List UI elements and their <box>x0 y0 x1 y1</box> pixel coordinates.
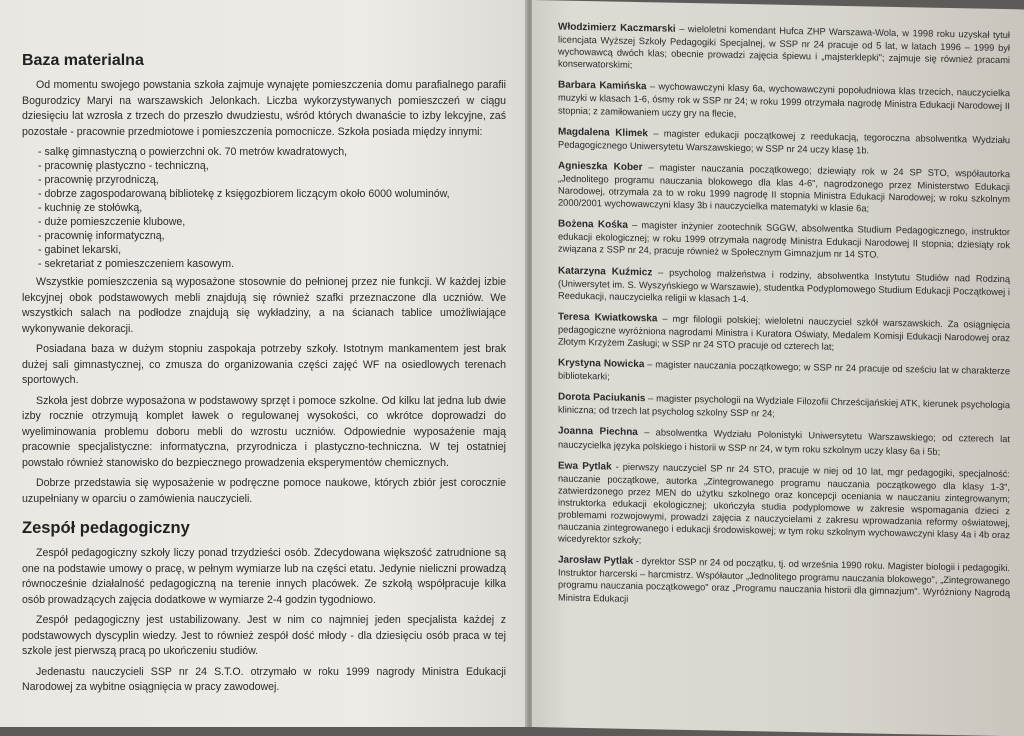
teacher-bio <box>558 79 1010 125</box>
teacher-name: Joanna Piechna <box>558 425 638 439</box>
teacher-name: Teresa Kwiatkowska <box>558 311 658 325</box>
teacher-description: – absolwentka Wydziału Polonistyki Uniwersytetu Warszawskiego; od czterech lat nauczycielka języka polskiego i historii w SSP nr 24, w tym roku szkolnym uczy klasy 6a i 5b; <box>558 427 1010 457</box>
teacher-bio <box>558 425 1010 459</box>
teacher-description: – mgr filologii polskiej; wieloletni nauczyciel szkół warszawskich. Za osiągnięcia pedagogiczne wyróżniona nagrodami Ministra i Kuratora Oświaty, Medalem Komisji Edukacji Narodowej oraz Złotym Krzyżem Zasługi; w SSP nr 24 STO pracuje od czterech lat; <box>558 313 1010 352</box>
teacher-bio <box>558 391 1010 425</box>
teacher-description: – magister edukacji początkowej z reedukacją, tegoroczna absolwentka Wydziału Pedagogicznego Uniwersytetu Warszawskiego; w SSP nr 24 uczy klasę 1b. <box>558 127 1010 156</box>
teacher-name: Włodzimierz Kaczmarski <box>558 21 676 35</box>
teacher-description: – wieloletni komendant Hufca ZHP Warszawa-Wola, w 1998 roku uzyskał tytuł licencjata Wyższej Szkoły Pedagogiki Specjalnej, w SSP nr 24 pracuje od 5 lat, w latach 1996 – 1999 był wychowawcą dwóch klas; obecnie prowadzi zajęcia śpiewu i „majsterklepki"; zajmuje się również pracami konserwatorskimi; <box>558 23 1010 71</box>
teacher-name: Bożena Kośka <box>558 218 628 232</box>
paragraph: Dobrze przedstawia się wyposażenie w podręczne pomoce naukowe, których zbiór jest corocznie uzupełniany w oparciu o zamówienia nauczycieli. <box>22 477 506 505</box>
list-item: - salkę gimnastyczną o powierzchni ok. 70 metrów kwadratowych, <box>38 145 506 159</box>
teacher-bio <box>558 20 1010 78</box>
list-item: - pracownię przyrodniczą, <box>38 173 506 187</box>
facilities-list <box>22 145 506 271</box>
teacher-description: – psycholog małżeństwa i rodziny, absolwentka Instytutu Studiów nad Rodziną (Uniwersytet im. S. Wyszyńskiego w Warszawie), studentka Podyplomowego Studium Edukacji Początkowej i Reedukacji, nauczycielka religii w klasach 1-4. <box>558 266 1011 304</box>
teacher-bio <box>558 159 1010 217</box>
teacher-bio <box>558 310 1010 356</box>
teacher-description: – magister inżynier zootechnik SGGW, absolwentka Studium Pedagogicznego, instruktor edukacji ekologicznej; w roku 1999 otrzymała nagrodę Ministra Edukacji Narodowej II stopnia; dziesiąty rok związana z SSP nr 24, pracuje również w Społecznym Gimnazjum nr 14 STO. <box>558 220 1010 261</box>
paragraph: Jedenastu nauczycieli SSP nr 24 S.T.O. otrzymało w roku 1999 nagrody Ministra Edukacji Narodowej za wybitne osiągnięcia w pracy zawodowej. <box>22 665 506 693</box>
teacher-description: – magister nauczania początkowego; w SSP nr 24 pracuje od sześciu lat w charakterze bibliotekarki; <box>558 359 1010 382</box>
teacher-name: Barbara Kamińska <box>558 79 647 93</box>
list-item: - kuchnię ze stołówką, <box>38 201 506 215</box>
list-item: - dobrze zagospodarowaną bibliotekę z księgozbiorem liczącym około 6000 woluminów, <box>38 187 506 201</box>
paragraph: Wszystkie pomieszczenia są wyposażone stosownie do pełnionej przez nie funkcji. W każdej izbie lekcyjnej obok podstawowych mebli znajdują się również szafki przeznaczone dla uczniów. We wszystkich salach na podłodze znajdują się wykładziny, a na ścianach tablice umożliwiające wykonywanie dekoracji. <box>22 276 506 335</box>
teacher-description: – magister psychologii na Wydziale Filozofii Chrześcijańskiej ATK, kierunek psychologia kliniczna; od trzech lat psycholog szkolny SSP nr 24; <box>558 393 1010 420</box>
teacher-name: Katarzyna Kuźmicz <box>558 264 653 278</box>
teacher-description: – magister nauczania początkowego; dziewiąty rok w 24 SP STO, współautorka „Jednolitego programu nauczania blokowego dla klas 4-6", nagrodzonego przez Ministerstwo Edukacji Narodowej, otrzymała za to w roku 1999 nagrodę II stopnia Ministra Edukacji Narodowej; w roku szkolnym 2000/2001 wychowawczyni klasy 3b i nauczycielka matematyki w klasie 6a; <box>558 161 1010 214</box>
teacher-bio <box>558 125 1010 159</box>
list-item: - gabinet lekarski, <box>38 243 506 257</box>
paragraph: Posiadana baza w dużym stopniu zaspokaja potrzeby szkoły. Istotnym mankamentem jest brak dużej sali gimnastycznej, co zmusza do organizowania części zajęć WF na osiedlowych terenach sportowych. <box>22 343 506 386</box>
paragraph: Zespół pedagogiczny jest ustabilizowany. Jest w nim co najmniej jeden specjalista każdej z podstawowych dyscyplin wiedzy. Jest to również zespół dość młody - dla dziesięciu osób praca w tej szkole jest pierwszą pracą po ukończeniu studiów. <box>22 614 506 657</box>
teacher-bio <box>558 218 1010 264</box>
teacher-description: - dyrektor SSP nr 24 od początku, tj. od września 1990 roku. Magister biologii i pedagogiki. Instruktor harcerski – harcmistrz. Współautor „Jednolitego programu nauczania blokowego", „Zintegrowanego programu nauczania początkowego" oraz „Programu nauczania historii dla gimnazjum". Wyróżniony Nagrodą Ministra Edukacji <box>558 556 1010 604</box>
teacher-name: Agnieszka Kober <box>558 160 643 173</box>
teacher-name: Jarosław Pytlak <box>558 554 634 568</box>
teacher-bio <box>558 357 1010 391</box>
paragraph: Szkoła jest dobrze wyposażona w podstawowy sprzęt i pomoce szkolne. Od kilku lat jedna lub dwie izby rocznie otrzymują komplet ławek o regulowanej wysokości, co wkrótce doprowadzi do wyeliminowania problemu doboru mebli do wzrostu uczniów. Odpowiednie wyposażenie mają pracownie specjalistyczne: informatyczna, przyrodnicza i plastyczno-techniczna. W tej ostatniej powstało również stanowisko do bezpiecznego prowadzenia eksperymentów chemicznych. <box>22 394 506 469</box>
teacher-bio <box>558 459 1010 553</box>
teacher-bio <box>558 264 1010 310</box>
teacher-bio <box>558 554 1010 612</box>
right-page <box>532 0 1024 736</box>
heading-baza-materialna: Baza materialna <box>22 52 144 69</box>
heading-zespol-pedagogiczny: Zespół pedagogiczny <box>22 519 190 537</box>
list-item: - pracownię informatyczną, <box>38 229 506 243</box>
teacher-description: – wychowawczyni klasy 6a, wychowawczyni popołudniowa klas trzecich, nauczycielka muzyki w klasach 1-6, ósmy rok w SSP nr 24; w roku 1999 otrzymała nagrodę Ministra Edukacji Narodowej II stopnia; z zamiłowaniem uczy gry na flecie, <box>558 81 1010 119</box>
list-item: - duże pomieszczenie klubowe, <box>38 215 506 229</box>
teacher-name: Magdalena Klimek <box>558 126 648 139</box>
teacher-description: - pierwszy nauczyciel SP nr 24 STO, pracuje w niej od 10 lat, mgr pedagogiki, specjalność: nauczanie początkowe, autorka „Zintegrowanego programu nauczania początkowego dla klasy 1-3", zatwierdzonego przez MEN do użytku szkolnego oraz koncepcji oceniania w nauczaniu zintegrowanym; instruktorka edukacji ekologicznej; ukończyła studia podyplomowe w zakresie wspomagania dzieci z problemami rozwojowymi, prowadzi zajęcia z nauczycielami z zakresu wprowadzania reformy oświatowej, nauczania zintegrowanego i edukacji środowiskowej; w tym roku szkolnym wychowawczyni klasy 4a i 4b oraz wicedyrektor szkoły; <box>558 461 1010 546</box>
teacher-name: Ewa Pytlak <box>558 460 612 473</box>
list-item: - sekretariat z pomieszczeniem kasowym. <box>38 257 506 271</box>
paragraph: Zespół pedagogiczny szkoły liczy ponad trzydzieści osób. Zdecydowana większość zatrudnione są one na podstawie umowy o pracę, w pełnym wymiarze lub na części etatu. Jedynie nieliczni prowadzą równocześnie działalność pedagogiczną na terenie innych placówek. Ze szkołą współpracuje kilka osób prowadzących zajęcia dodatkowe w wymiarze 2-4 godzin tygodniowo. <box>22 547 506 606</box>
list-item: - pracownię plastyczno - techniczną, <box>38 159 506 173</box>
teacher-name: Dorota Paciukanis <box>558 391 646 405</box>
paragraph: Od momentu swojego powstania szkoła zajmuje wynajęte pomieszczenia domu parafialnego parafii Bogurodzicy Maryi na warszawskich Jelonkach. Liczba wykorzystywanych pomieszczeń w ciągu dziesięciu lat wzrosła z trzech do przeszło dwudziestu, wśród których dwanaście to izby lekcyjne, zaś pozostałe - pracownie przedmiotowe i pomieszczenia pomocnicze. Szkoła posiada między innymi: <box>22 79 506 138</box>
teacher-name: Krystyna Nowicka <box>558 357 645 371</box>
